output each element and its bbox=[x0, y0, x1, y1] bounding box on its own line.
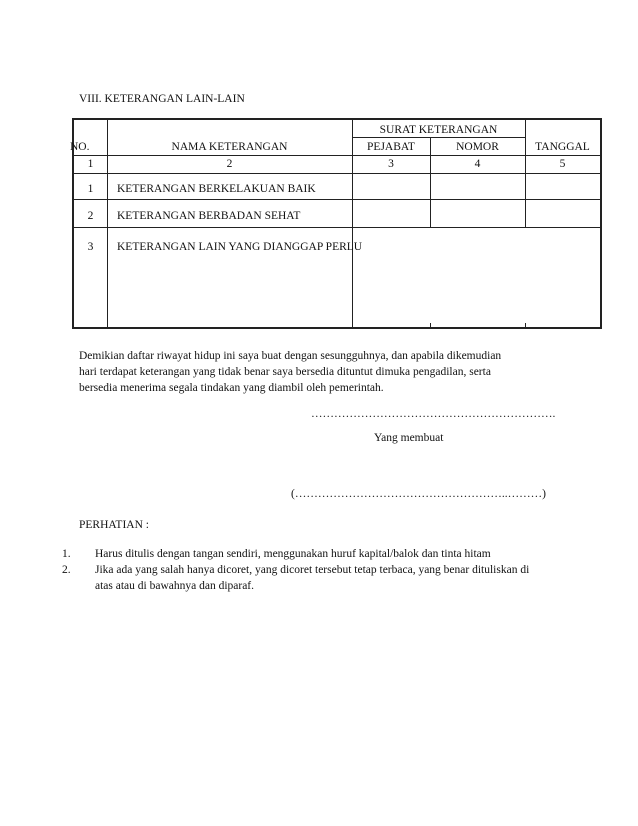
row-divider bbox=[74, 173, 600, 174]
row-divider bbox=[74, 199, 600, 200]
row-divider bbox=[74, 155, 600, 156]
note-text: Harus ditulis dengan tangan sendiri, menggunakan huruf kapital/balok dan tinta hitam bbox=[95, 548, 491, 560]
col-number: 3 bbox=[388, 158, 394, 170]
row-label: KETERANGAN BERKELAKUAN BAIK bbox=[117, 183, 316, 195]
col-divider bbox=[430, 323, 431, 327]
notes-list bbox=[62, 546, 542, 594]
note-item bbox=[62, 546, 542, 562]
row-number: 1 bbox=[87, 183, 94, 195]
row-label: KETERANGAN BERBADAN SEHAT bbox=[117, 210, 301, 222]
header-surat: SURAT KETERANGAN bbox=[379, 124, 498, 136]
signature-name-line: (………………………………………………..………) bbox=[291, 488, 546, 500]
statement-line: Demikian daftar riwayat hidup ini saya buat dengan sesungguhnya, dan apabila dikemudian bbox=[79, 350, 502, 362]
header-pejabat: PEJABAT bbox=[367, 141, 415, 153]
place-date-line: ………………………………………………………. bbox=[311, 408, 556, 420]
section-title: VIII. KETERANGAN LAIN-LAIN bbox=[79, 93, 245, 105]
note-item bbox=[62, 562, 542, 594]
col-number: 5 bbox=[559, 158, 566, 170]
row-divider bbox=[352, 137, 525, 138]
note-number: 2. bbox=[62, 564, 71, 576]
header-no: NO. bbox=[70, 141, 90, 153]
note-text: Jika ada yang salah hanya dicoret, yang dicoret tersebut tetap terbaca, yang benar dituliskan di atas atau di bawahnya dan diparaf. bbox=[95, 564, 530, 592]
col-number: 2 bbox=[226, 158, 233, 170]
row-label: KETERANGAN LAIN YANG DIANGGAP PERLU bbox=[117, 241, 363, 253]
header-tanggal: TANGGAL bbox=[535, 141, 590, 153]
header-nama: NAMA KETERANGAN bbox=[171, 141, 288, 153]
header-nomor: NOMOR bbox=[456, 141, 499, 153]
row-number: 3 bbox=[87, 241, 94, 253]
col-number: 1 bbox=[87, 158, 94, 170]
statement-line: bersedia menerima segala tindakan yang diambil oleh pemerintah. bbox=[79, 382, 384, 394]
row-divider bbox=[74, 227, 600, 228]
row-number: 2 bbox=[87, 210, 94, 222]
col-divider bbox=[525, 323, 526, 327]
note-number: 1. bbox=[62, 548, 71, 560]
statement-paragraph bbox=[79, 348, 563, 396]
col-number: 4 bbox=[474, 158, 481, 170]
notes-title: PERHATIAN : bbox=[79, 519, 149, 531]
statement-line: hari terdapat keterangan yang tidak benar saya bersedia dituntut dimuka pengadilan, serta bbox=[79, 366, 491, 378]
signature-label: Yang membuat bbox=[374, 432, 444, 444]
keterangan-table bbox=[72, 118, 602, 329]
